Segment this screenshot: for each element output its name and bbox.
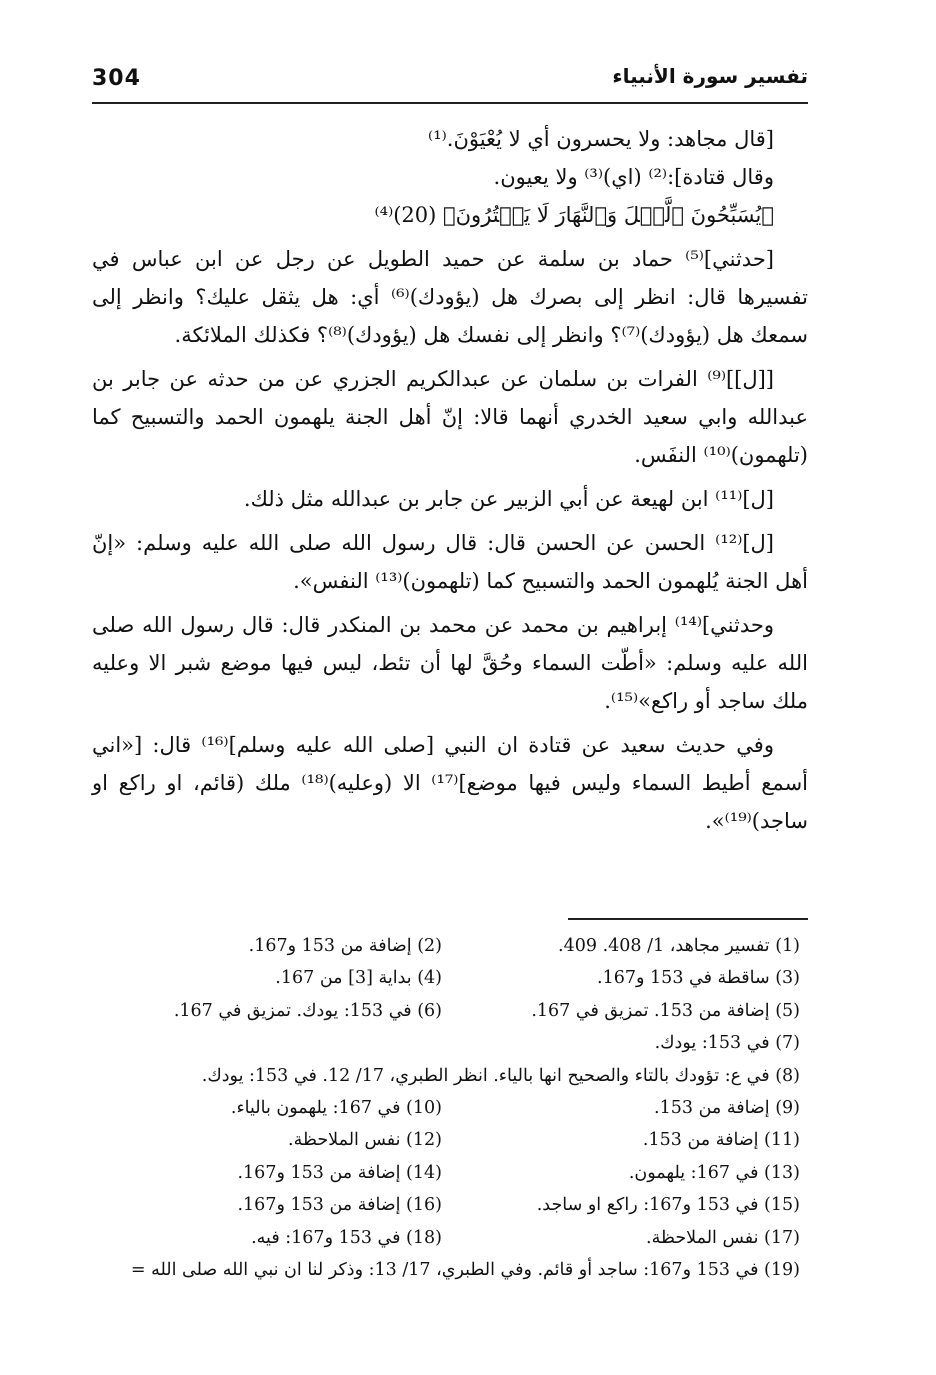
- footnote-row: [92, 1157, 808, 1189]
- footnote: (7) في 153: يودك.: [654, 1033, 800, 1054]
- paragraph: [قال مجاهد: ولا يحسرون أي لا يُعْيَوْنَ.⁽¹⁾: [428, 127, 774, 151]
- paragraph: وحدثني]⁽¹⁴⁾ إبراهيم بن محمد عن محمد بن المنكدر قال: قال رسول الله صلى الله عليه وسلم: «أطّت السماء وحُقَّ لها أن تئط، ليس فيها موضع شبر الا وعليه ملك ساجد أو راكع»⁽¹⁵⁾.: [92, 613, 808, 713]
- footnote-row: [92, 1092, 808, 1124]
- page-header: [92, 58, 808, 104]
- footnote-row: [92, 1222, 808, 1254]
- page-number: 304: [92, 66, 141, 91]
- footnote-row: [92, 1027, 808, 1059]
- footnote: (13) في 167: يلهمون.: [628, 1162, 800, 1183]
- footnote: (12) نفس الملاحظة.: [288, 1130, 442, 1151]
- footnote: (15) في 153 و167: راكع او ساجد.: [536, 1195, 800, 1216]
- footnote: (4) بداية [3] من 167.: [275, 968, 442, 989]
- footnote: (8) في ع: تؤودك بالتاء والصحيح انها بالياء. انظر الطبري، 17/ 12. في 153: يودك.: [201, 1065, 800, 1086]
- running-title: تفسير سورة الأنبياء: [612, 64, 808, 88]
- footnote: (3) ساقطة في 153 و167.: [597, 968, 800, 989]
- paragraph: [ل]⁽¹¹⁾ ابن لهيعة عن أبي الزبير عن جابر بن عبدالله مثل ذلك.: [243, 487, 774, 511]
- footnote-divider: [568, 918, 808, 920]
- footnote: (14) إضافة من 153 و167.: [237, 1162, 442, 1183]
- footnote: (19) في 153 و167: ساجد أو قائم. وفي الطبري، 17/ 13: وذكر لنا ان نبي الله صلى الله =: [130, 1259, 800, 1280]
- footnote: (5) إضافة من 153. تمزيق في 167.: [531, 1000, 800, 1021]
- footnote: (18) في 153 و167: فيه.: [251, 1227, 442, 1248]
- footnote-row: [92, 995, 808, 1027]
- paragraph: [ل]⁽¹²⁾ الحسن عن الحسن قال: قال رسول الله صلى الله عليه وسلم: «إنّ أهل الجنة يُلهمون الحمد والتسبيح كما (تلهمون)⁽¹³⁾ النفس».: [92, 531, 808, 593]
- footnote: [92, 1027, 450, 1059]
- paragraph: وفي حديث سعيد عن قتادة ان النبي [صلى الله عليه وسلم]⁽¹⁶⁾ قال: [«اني أسمع أطيط السماء وليس فيها موضع]⁽¹⁷⁾ الا (وعليه)⁽¹⁸⁾ ملك (قائم، او راكع او ساجد)⁽¹⁹⁾».: [92, 733, 808, 833]
- footnote-row: [92, 930, 808, 962]
- footnote-row: [92, 1124, 808, 1156]
- footnote: (1) تفسير مجاهد، 1/ 408. 409.: [558, 936, 800, 956]
- paragraph: [[ل]]⁽⁹⁾ الفرات بن سلمان عن عبدالكريم الجزري عن من حدثه عن جابر بن عبدالله وابي سعيد الخدري أنهما قالا: إنّ أهل الجنة يلهمون الحمد والتسبيح كما (تلهمون)⁽¹⁰⁾ النفَس.: [92, 367, 808, 467]
- footnote: (16) إضافة من 153 و167.: [237, 1195, 442, 1216]
- paragraph: وقال قتادة]:⁽²⁾ (اي)⁽³⁾ ولا يعيون.: [493, 165, 774, 189]
- footnote-row: [92, 1060, 808, 1092]
- footnote-row: [92, 1189, 808, 1221]
- main-text: [92, 120, 808, 846]
- footnote-row: [92, 962, 808, 994]
- footnote-row: [92, 1254, 808, 1286]
- footnote: (2) إضافة من 153 و167.: [248, 936, 442, 956]
- footnote: (17) نفس الملاحظة.: [646, 1227, 800, 1248]
- footnote: (9) إضافة من 153.: [654, 1097, 800, 1118]
- paragraph: [حدثني]⁽⁵⁾ حماد بن سلمة عن حميد الطويل عن رجل عن ابن عباس في تفسيرها قال: انظر إلى بصرك هل (يؤودك)⁽⁶⁾ أي: هل يثقل عليك؟ وانظر إلى سمعك هل (يؤودك)⁽⁷⁾؟ وانظر إلى نفسك هل (يؤودك)⁽⁸⁾؟ فكذلك الملائكة.: [92, 247, 808, 347]
- footnotes: [92, 930, 808, 1286]
- quran-verse: ﴿يُسَبِّحُونَ ٱلَّيۡلَ وَٱلنَّهَارَ لَا يَفۡتُرُونَ﴾ (20)⁽⁴⁾: [374, 203, 774, 227]
- footnote: (6) في 153: يودك. تمزيق في 167.: [173, 1000, 442, 1021]
- footnote: (10) في 167: يلهمون بالياء.: [230, 1097, 442, 1118]
- footnote: (11) إضافة من 153.: [642, 1130, 800, 1151]
